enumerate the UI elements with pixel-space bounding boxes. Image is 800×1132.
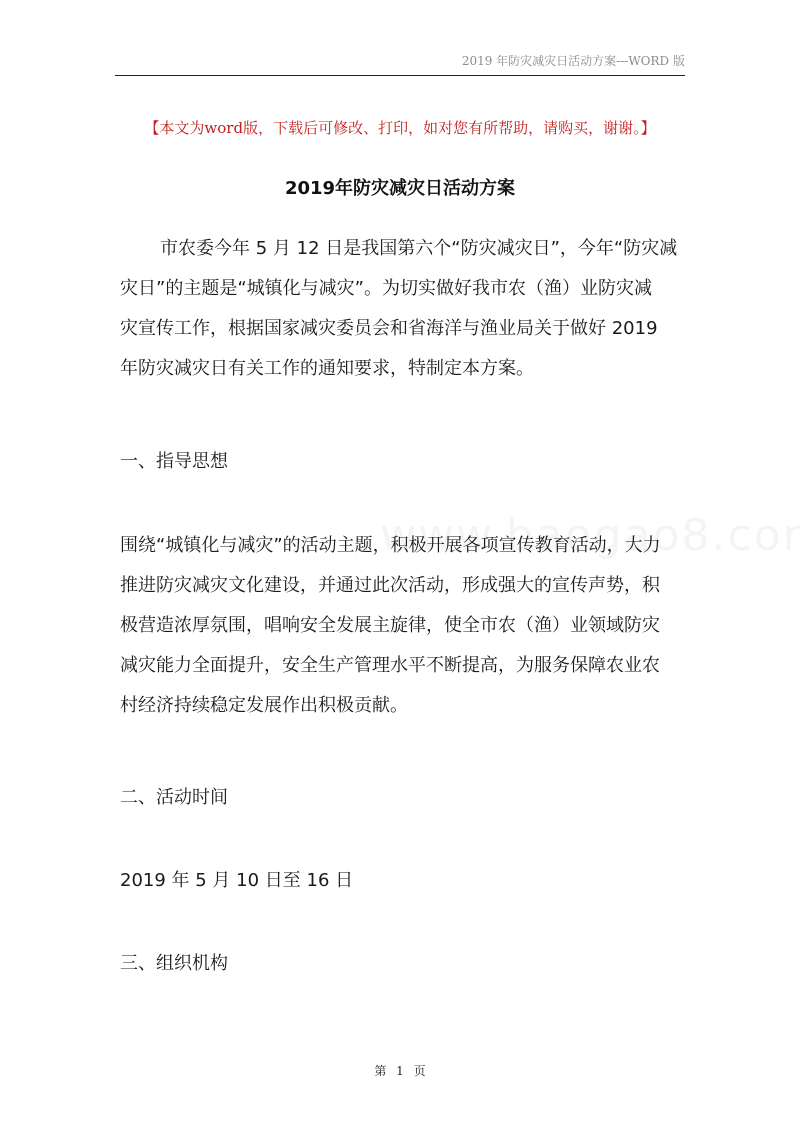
- section-heading-guiding-ideology: 一、指导思想: [120, 451, 228, 472]
- guide-line: 极营造浓厚氛围，唱响安全发展主旋律，使全市农（渔）业领域防灾: [120, 615, 660, 636]
- intro-line: 灾宣传工作，根据国家减灾委员会和省海洋与渔业局关于做好 2019: [120, 318, 658, 339]
- page-number: 1: [396, 1064, 404, 1078]
- footer-suffix: 页: [413, 1064, 426, 1078]
- activity-date: 2019 年 5 月 10 日至 16 日: [120, 870, 354, 891]
- section-heading-activity-time: 二、活动时间: [120, 787, 228, 808]
- intro-paragraph: [120, 229, 682, 389]
- section-heading-organization: 三、组织机构: [120, 953, 228, 974]
- guide-line: 围绕“城镇化与减灾”的活动主题，积极开展各项宣传教育活动，大力: [120, 535, 661, 556]
- purchase-notice: 【本文为word版，下载后可修改、打印，如对您有所帮助，请购买，谢谢。】: [144, 119, 656, 137]
- guide-line: 推进防灾减灾文化建设，并通过此次活动，形成强大的宣传声势，积: [120, 575, 660, 596]
- guide-line: 村经济持续稳定发展作出积极贡献。: [120, 695, 408, 716]
- intro-line: 灾日”的主题是“城镇化与减灾”。为切实做好我市农（渔）业防灾减: [120, 278, 652, 299]
- intro-line: 年防灾减灾日有关工作的通知要求，特制定本方案。: [120, 358, 534, 379]
- footer-prefix: 第: [374, 1064, 387, 1078]
- document-title: 2019年防灾减灾日活动方案: [284, 178, 516, 199]
- guiding-ideology-paragraph: [120, 526, 682, 726]
- intro-line: 市农委今年 5 月 12 日是我国第六个“防灾减灾日”，今年“防灾减: [160, 238, 678, 259]
- guide-line: 减灾能力全面提升，安全生产管理水平不断提高，为服务保障农业农: [120, 655, 660, 676]
- running-header: 2019 年防灾减灾日活动方案---WORD 版: [461, 54, 685, 68]
- page-footer: [0, 1062, 800, 1079]
- header-divider: [115, 75, 685, 76]
